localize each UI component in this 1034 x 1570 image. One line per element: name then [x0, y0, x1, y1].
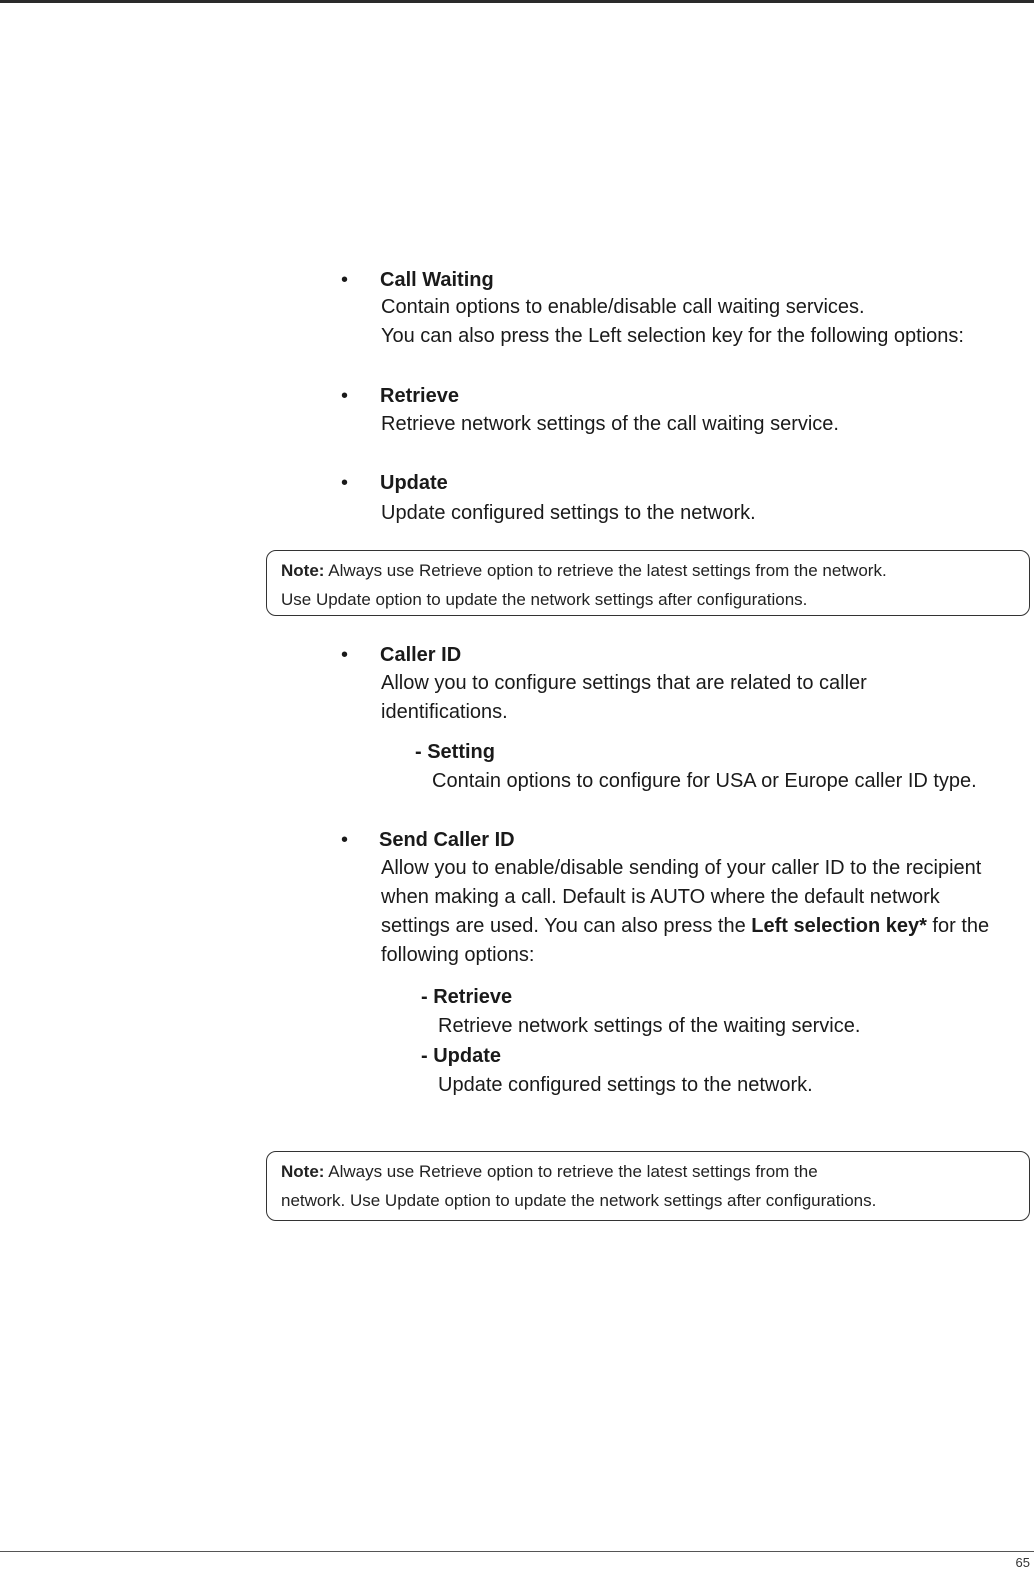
note-label: Note: [281, 1162, 325, 1181]
send-caller-id-line-4: following options: [381, 944, 535, 966]
note-label: Note: [281, 561, 325, 580]
left-selection-key-label: Left selection key* [751, 915, 927, 937]
send-caller-id-line-1: Allow you to enable/disable sending of your caller ID to the recipient [381, 857, 982, 879]
note-box [266, 1151, 1030, 1221]
note-line-2: Use Update option to update the network settings after configurations. [281, 590, 808, 609]
call-waiting-line-2: You can also press the Left selection key for the following options: [381, 325, 964, 347]
top-rule [0, 0, 1034, 3]
update-text: Update configured settings to the network. [381, 502, 756, 524]
send-caller-id-line-2: when making a call. Default is AUTO where the default network [381, 886, 940, 908]
note-line-1: Note: Always use Retrieve option to retrieve the latest settings from the network. [281, 561, 887, 580]
caller-id-line-2: identifications. [381, 701, 508, 723]
send-caller-id-line-3: settings are used. You can also press the Left selection key* for the [381, 915, 990, 937]
send-retrieve-subheading: - Retrieve [421, 986, 513, 1008]
setting-text: Contain options to configure for USA or Europe caller ID type. [432, 770, 977, 792]
update-heading: Update [380, 472, 448, 494]
bottom-rule [0, 1551, 1034, 1552]
send-caller-id-heading: Send Caller ID [379, 829, 515, 851]
call-waiting-heading: Call Waiting [380, 269, 494, 291]
caller-id-heading: Caller ID [380, 644, 462, 666]
page-number: 65 [1015, 1555, 1030, 1570]
retrieve-heading: Retrieve [380, 385, 459, 407]
note-line-1: Note: Always use Retrieve option to retrieve the latest settings from the [281, 1162, 818, 1181]
send-update-subheading: - Update [421, 1045, 501, 1067]
bullet: • [341, 829, 349, 851]
setting-subheading: - Setting [415, 741, 495, 763]
caller-id-line-1: Allow you to configure settings that are related to caller [381, 672, 867, 694]
note-line-2: network. Use Update option to update the network settings after configurations. [281, 1191, 877, 1210]
retrieve-text: Retrieve network settings of the call waiting service. [381, 413, 839, 435]
send-retrieve-text: Retrieve network settings of the waiting service. [438, 1015, 861, 1037]
bullet: • [341, 472, 349, 494]
call-waiting-line-1: Contain options to enable/disable call waiting services. [381, 296, 865, 318]
bullet: • [341, 269, 349, 291]
bullet: • [341, 644, 349, 666]
bullet: • [341, 385, 349, 407]
send-update-text: Update configured settings to the network. [438, 1074, 813, 1096]
note-box [266, 550, 1030, 616]
